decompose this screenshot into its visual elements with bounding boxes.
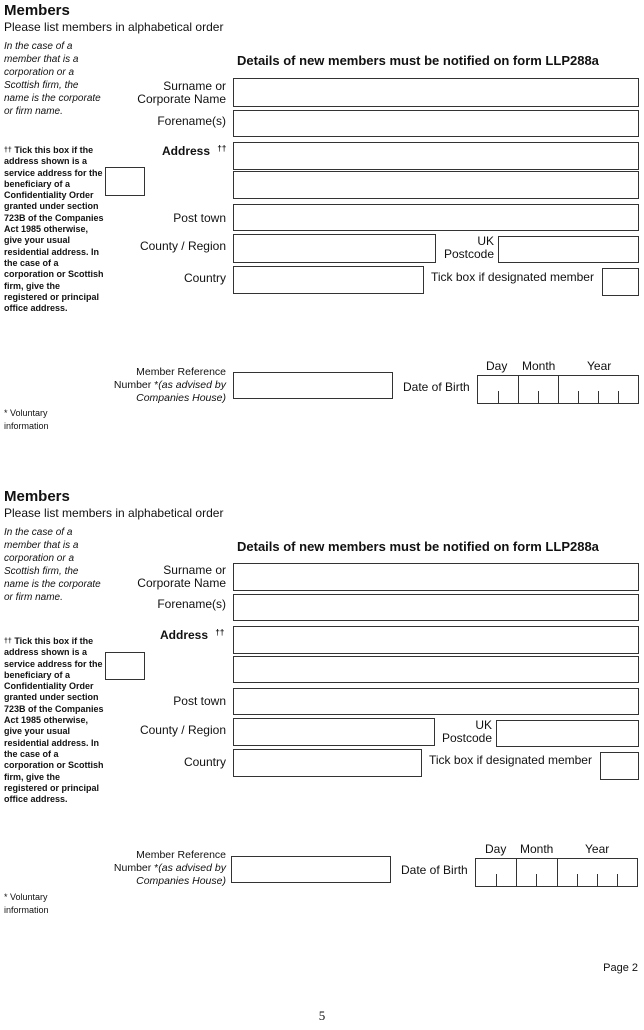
surname-label: Surname or Corporate Name [137, 79, 226, 106]
page-label: Page 2 [603, 962, 638, 974]
postcode-input[interactable] [498, 236, 639, 263]
member-reference-input[interactable] [231, 856, 391, 883]
address-label: Address †† [162, 144, 227, 158]
corporate-note: In the case of a member that is a corporation or a Scottish firm, the name is the corporate or firm name. [4, 41, 101, 117]
month-label: Month [520, 842, 554, 856]
voluntary-note: * Voluntary information [4, 892, 49, 915]
surname-input[interactable] [233, 563, 639, 591]
forename-input[interactable] [233, 594, 639, 621]
page-number: 5 [318, 1008, 326, 1023]
member-reference-label: Member Reference Number *(as advised by Companies House) [113, 849, 226, 887]
designated-member-label: Tick box if designated member [431, 270, 594, 284]
surname-input[interactable] [233, 78, 639, 107]
designated-member-label: Tick box if designated member [429, 753, 592, 767]
address-line-2-input[interactable] [233, 656, 639, 683]
county-label: County / Region [139, 723, 226, 737]
address-line-1-input[interactable] [233, 626, 639, 654]
postcode-label: UK Postcode [443, 234, 494, 261]
designated-member-checkbox[interactable] [600, 752, 639, 780]
date-of-birth-input[interactable] [475, 858, 638, 887]
service-address-note: †† Tick this box if the address shown is a service address for the beneficiary of a Confidentiality Order granted under section 723B of the Companies Act 1985 otherwise, give your usual residential address. In the case of a corporation or Scottish firm, give the registered or principal office address. [4, 636, 104, 805]
service-address-note: †† Tick this box if the address shown is a service address for the beneficiary of a Confidentiality Order granted under section 723B of the Companies Act 1985 otherwise, give your usual residential address. In the case of a corporation or Scottish firm, give the registered or principal office address. [4, 145, 104, 314]
country-label: Country [183, 271, 226, 285]
postcode-input[interactable] [496, 720, 639, 747]
date-of-birth-input[interactable] [477, 375, 639, 404]
forename-label: Forename(s) [157, 114, 226, 128]
address-line-2-input[interactable] [233, 171, 639, 199]
year-label: Year [585, 842, 610, 856]
member-reference-input[interactable] [233, 372, 393, 399]
designated-member-checkbox[interactable] [602, 268, 639, 296]
address-line-1-input[interactable] [233, 142, 639, 170]
service-address-checkbox[interactable] [105, 652, 145, 680]
day-label: Day [485, 842, 507, 856]
county-label: County / Region [139, 239, 226, 253]
section-title: Members [4, 2, 70, 19]
postcode-label: UK Postcode [441, 718, 492, 745]
county-input[interactable] [233, 718, 435, 746]
section-subtitle: Please list members in alphabetical order [4, 506, 224, 520]
corporate-note: In the case of a member that is a corporation or a Scottish firm, the name is the corporate or firm name. [4, 527, 101, 603]
voluntary-note: * Voluntary information [4, 408, 49, 431]
surname-label: Surname or Corporate Name [137, 563, 226, 590]
day-label: Day [486, 359, 508, 373]
date-of-birth-label: Date of Birth [401, 863, 468, 877]
post-town-label: Post town [173, 694, 226, 708]
section-title: Members [4, 488, 70, 505]
country-input[interactable] [233, 749, 422, 777]
forename-input[interactable] [233, 110, 639, 137]
month-label: Month [522, 359, 556, 373]
date-of-birth-label: Date of Birth [403, 380, 470, 394]
member-reference-label: Member Reference Number *(as advised by Companies House) [113, 366, 226, 404]
forename-label: Forename(s) [157, 597, 226, 611]
country-label: Country [183, 755, 226, 769]
county-input[interactable] [233, 234, 436, 263]
post-town-input[interactable] [233, 204, 639, 231]
service-address-checkbox[interactable] [105, 167, 145, 196]
members-section-1 [0, 0, 644, 470]
form-heading: Details of new members must be notified on form LLP288a [237, 53, 599, 68]
form-heading: Details of new members must be notified on form LLP288a [237, 539, 599, 554]
year-label: Year [587, 359, 612, 373]
country-input[interactable] [233, 266, 424, 294]
address-label: Address †† [160, 628, 225, 642]
section-subtitle: Please list members in alphabetical order [4, 20, 224, 34]
post-town-label: Post town [173, 211, 226, 225]
members-section-2 [0, 486, 644, 956]
post-town-input[interactable] [233, 688, 639, 715]
